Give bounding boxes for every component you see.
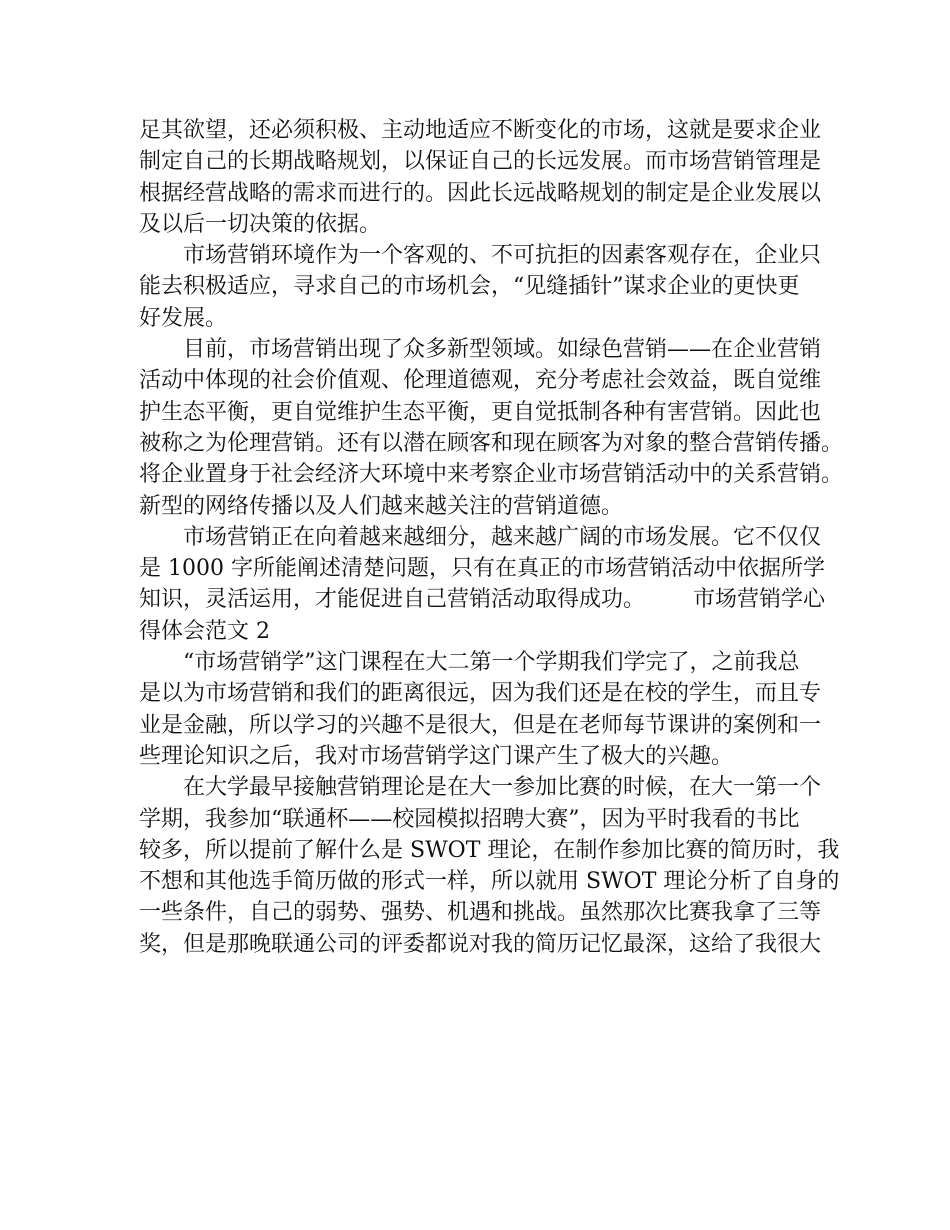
text-line-content: 是 1000 字所能阐述清楚问题，只有在真正的市场营销活动中依据所学 (139, 556, 825, 582)
text-line (139, 741, 829, 772)
text-line (139, 678, 829, 709)
text-line (139, 522, 829, 553)
text-line (139, 271, 829, 302)
text-line (139, 334, 829, 365)
text-line (139, 491, 829, 522)
text-line-content: 较多，所以提前了解什么是 SWOT 理论，在制作参加比赛的简历时，我 (139, 837, 840, 863)
text-line (139, 929, 829, 960)
text-line (139, 178, 829, 209)
text-line-content: 奖，但是那晚联通公司的评委都说对我的简历记忆最深，这给了我很大 (139, 931, 822, 957)
text-line-content: 及以后一切决策的依据。 (139, 211, 382, 237)
text-line-content: 护生态平衡，更自觉维护生态平衡，更自觉抵制各种有害营销。因此也 (139, 399, 822, 425)
text-line (139, 459, 844, 490)
text-line (139, 397, 829, 428)
text-line-content: 被称之为伦理营销。还有以潜在顾客和现在顾客为对象的整合营销传播。 (139, 430, 844, 456)
text-line-content: 好发展。 (139, 305, 228, 331)
text-line (139, 647, 829, 678)
text-line-content: 活动中体现的社会价值观、伦理道德观，充分考虑社会效益，既自觉维 (139, 368, 822, 394)
text-line (139, 897, 829, 928)
text-line (139, 303, 829, 334)
text-line-content: 将企业置身于社会经济大环境中来考察企业市场营销活动中的关系营销。 (139, 462, 844, 488)
text-line (139, 115, 829, 146)
text-line (139, 616, 829, 647)
text-line-content: 不想和其他选手简历做的形式一样，所以就用 SWOT 理论分析了自身的 (139, 869, 840, 895)
text-line-content: 在大学最早接触营销理论是在大一参加比赛的时候，在大一第一个 (183, 775, 822, 801)
text-line-content: 新型的网络传播以及人们越来越关注的营销道德。 (139, 493, 624, 519)
text-line (139, 804, 829, 835)
text-line-content: 目前，市场营销出现了众多新型领域。如绿色营销——在企业营销 (183, 337, 822, 363)
text-line-content: 市场营销正在向着越来越细分，越来越广阔的市场发展。它不仅仅 (183, 524, 822, 550)
text-line-content: 是以为市场营销和我们的距离很远，因为我们还是在校的学生，而且专 (139, 681, 822, 707)
text-line-content: “市场营销学”这门课程在大二第一个学期我们学完了，之前我总 (183, 650, 800, 676)
text-line-content: 根据经营战略的需求而进行的。因此长远战略规划的制定是企业发展以 (139, 180, 822, 206)
text-line (139, 710, 829, 741)
text-line-content: 一些条件，自己的弱势、强势、机遇和挑战。虽然那次比赛我拿了三等 (139, 900, 822, 926)
text-line (139, 584, 829, 615)
text-line-tail: 市场营销学心 (693, 587, 826, 613)
text-line-content: 得体会范文 2 (139, 618, 270, 644)
text-line (139, 146, 829, 177)
text-line-content: 学期，我参加“联通杯——校园模拟招聘大赛”，因为平时我看的书比 (139, 806, 800, 832)
text-line-content: 些理论知识之后，我对市场营销学这门课产生了极大的兴趣。 (139, 743, 734, 769)
text-line (139, 553, 829, 584)
text-line-content: 能去积极适应，寻求自己的市场机会，“见缝插针”谋求企业的更快更 (139, 274, 800, 300)
body-text (139, 115, 844, 960)
text-line (139, 428, 844, 459)
text-line-content: 市场营销环境作为一个客观的、不可抗拒的因素客观存在，企业只 (183, 243, 822, 269)
text-line (139, 365, 829, 396)
text-line (139, 866, 840, 897)
text-line (139, 835, 840, 866)
text-line-content: 足其欲望，还必须积极、主动地适应不断变化的市场，这就是要求企业 (139, 118, 822, 143)
text-line (139, 772, 829, 803)
text-line-content: 业是金融，所以学习的兴趣不是很大，但是在老师每节课讲的案例和一 (139, 712, 822, 738)
text-line (139, 240, 829, 271)
text-line (139, 209, 829, 240)
text-line-content: 知识，灵活运用，才能促进自己营销活动取得成功。 (139, 587, 646, 613)
text-line-content: 制定自己的长期战略规划，以保证自己的长远发展。而市场营销管理是 (139, 149, 822, 175)
